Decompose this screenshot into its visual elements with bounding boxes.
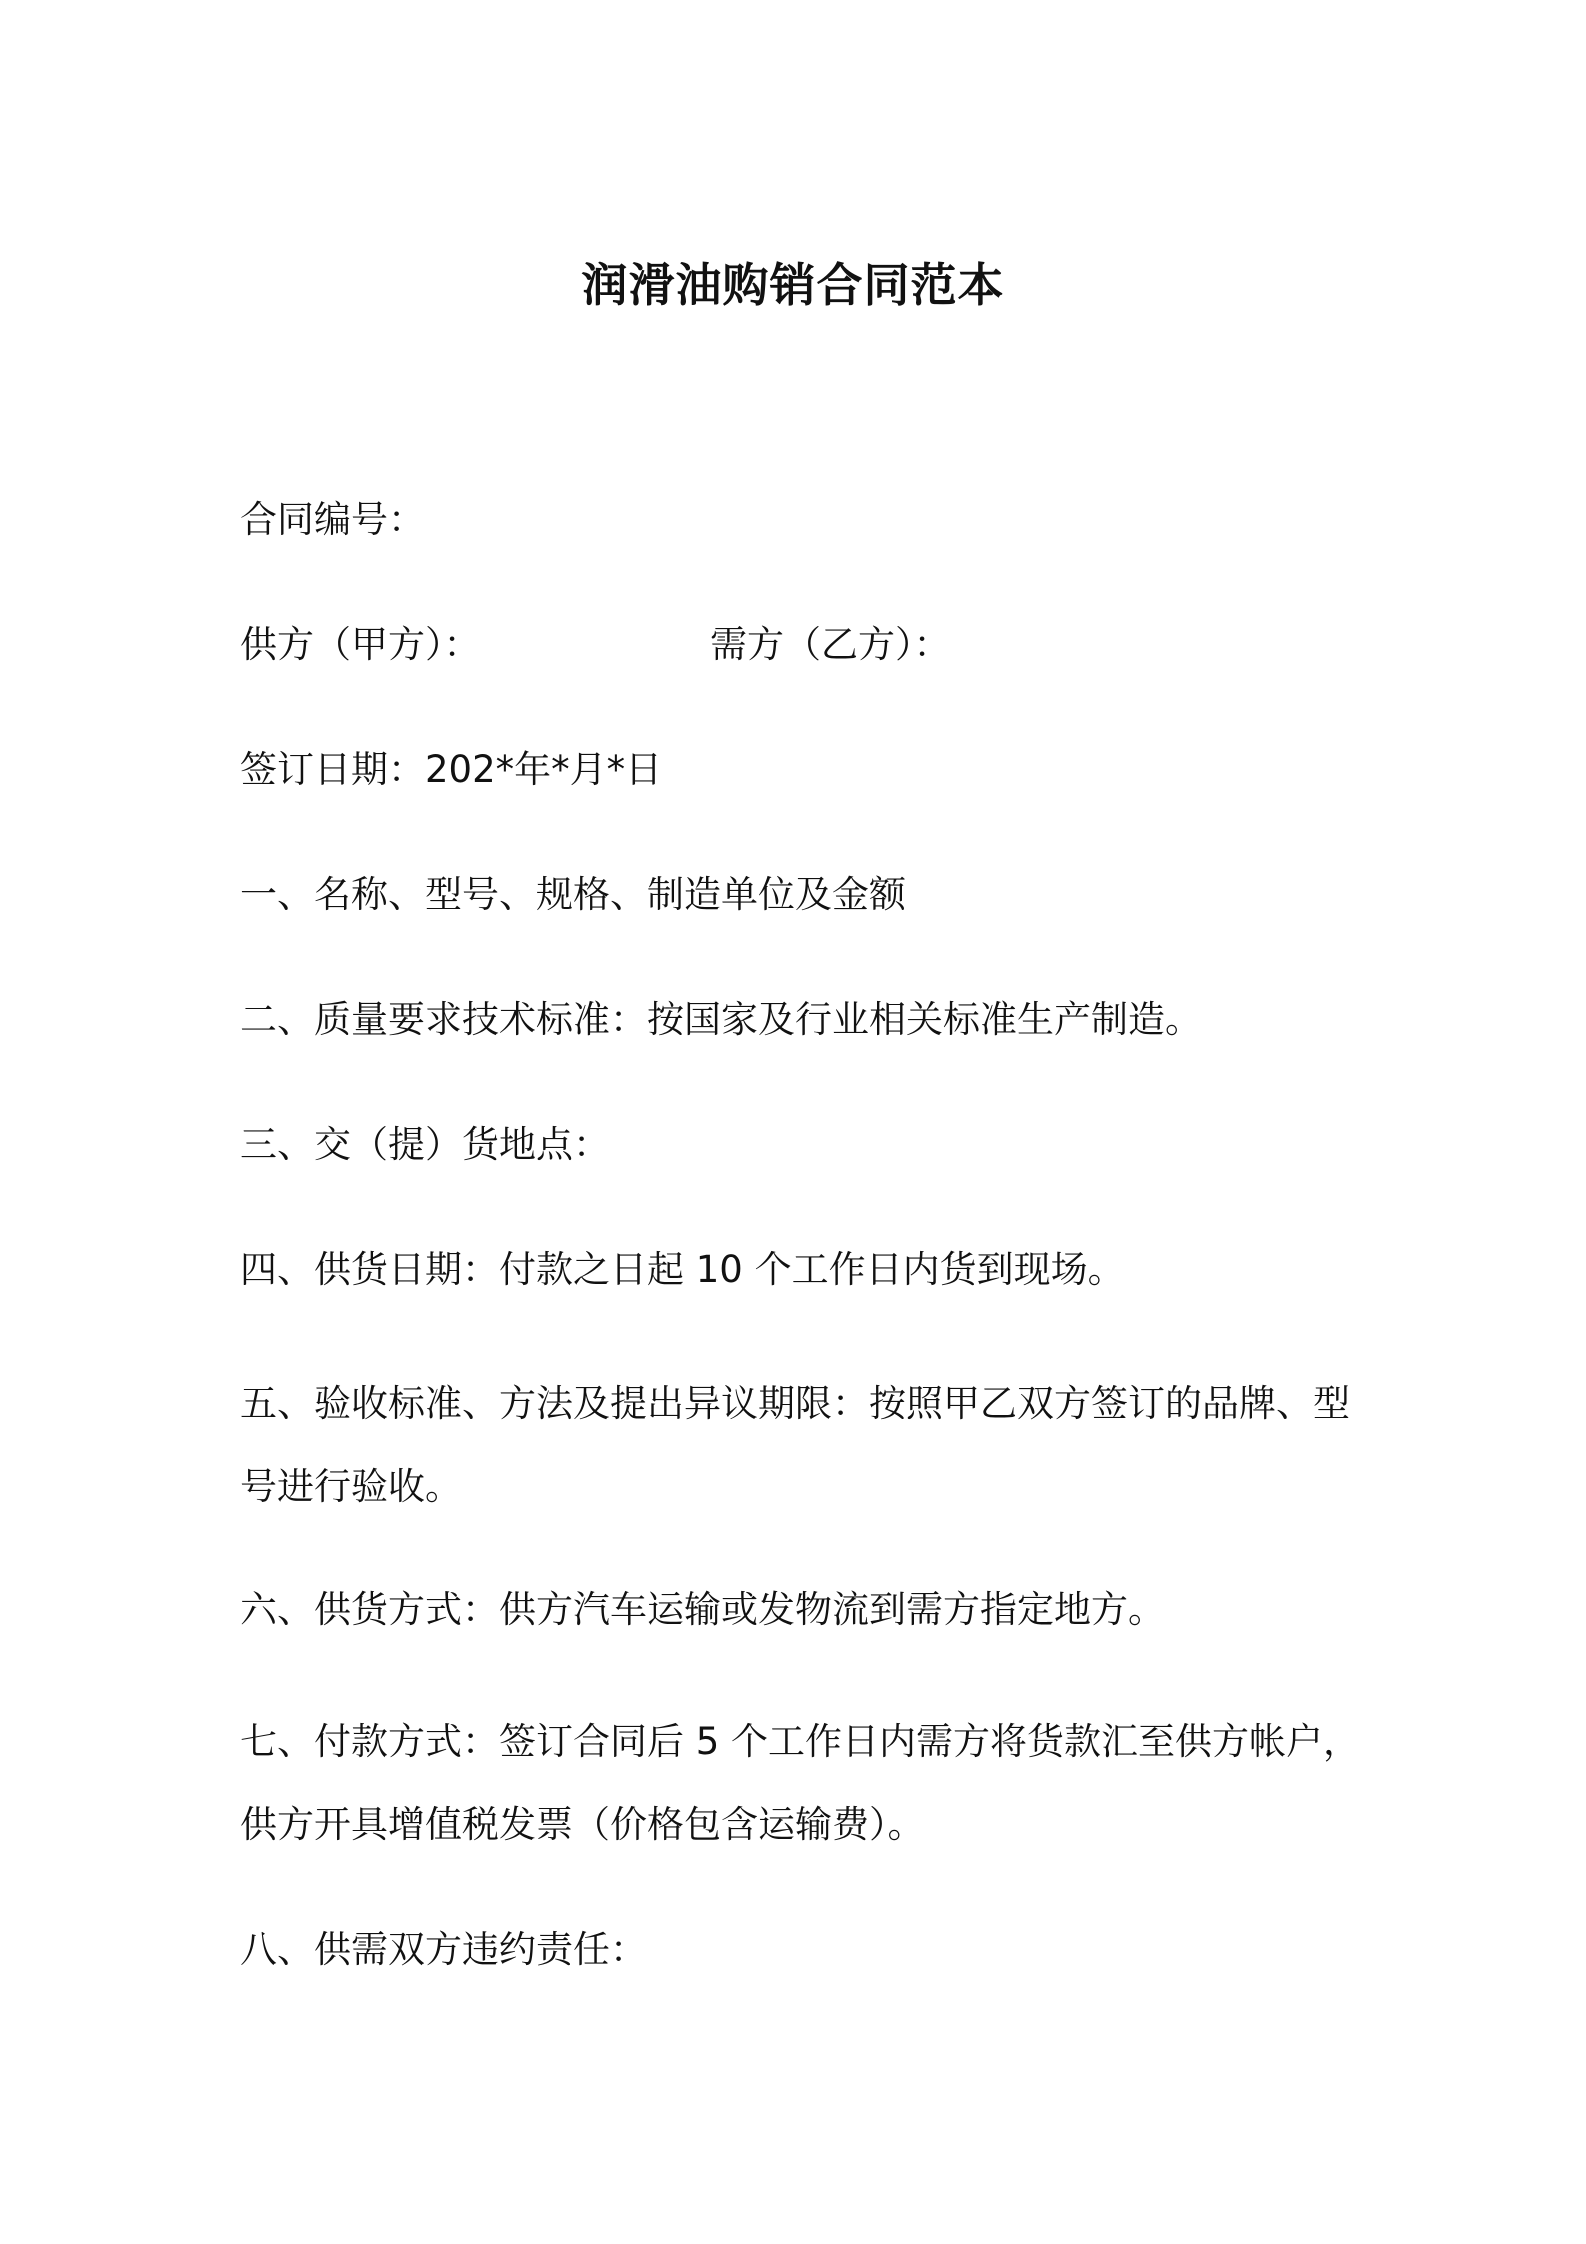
clause-3: 三、交（提）货地点： [240,1123,610,1166]
party-b-label: 需方（乙方）： [710,623,951,666]
clause-5-line-2: 号进行验收。 [240,1465,462,1508]
clause-7-line-2: 供方开具增值税发票（价格包含运输费）。 [240,1803,925,1846]
clause-7 [240,1700,1360,1866]
clause-4: 四、供货日期：付款之日起 10 个工作日内货到现场。 [240,1248,1125,1291]
clause-6: 六、供货方式：供方汽车运输或发物流到需方指定地方。 [240,1588,1165,1631]
party-a-label: 供方（甲方）： [240,623,481,666]
document-title: 润滑油购销合同范本 [581,258,1005,312]
contract-number-label: 合同编号： [240,498,425,541]
clause-5-line-1: 五、验收标准、方法及提出异议期限：按照甲乙双方签订的品牌、型 [240,1382,1350,1425]
sign-date: 签订日期：202*年*月*日 [240,748,663,791]
clause-5 [240,1362,1360,1528]
clause-1: 一、名称、型号、规格、制造单位及金额 [240,873,906,916]
clause-2: 二、质量要求技术标准：按国家及行业相关标准生产制造。 [240,998,1202,1041]
clause-8: 八、供需双方违约责任： [240,1928,647,1971]
clause-7-line-1: 七、付款方式：签订合同后 5 个工作日内需方将货款汇至供方帐户， [240,1720,1361,1763]
